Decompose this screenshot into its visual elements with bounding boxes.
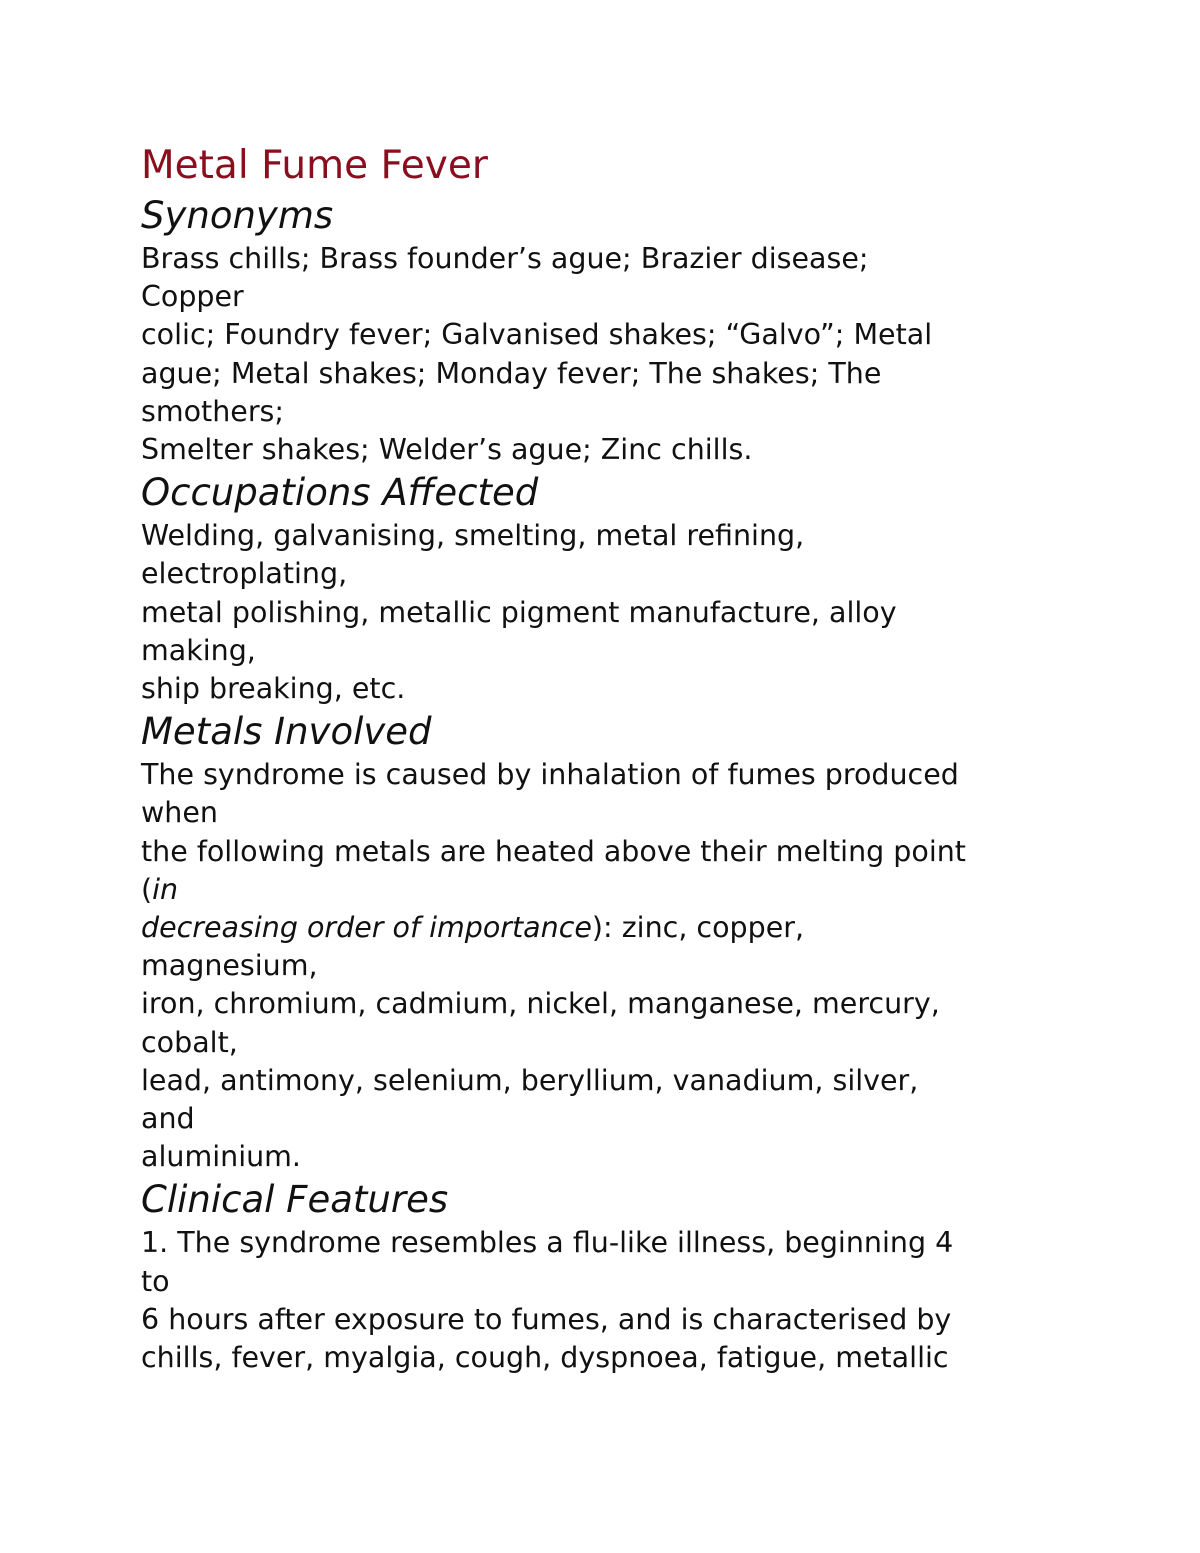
- text-line: ague; Metal shakes; Monday fever; The shakes; The: [141, 356, 882, 390]
- clinical-heading: Clinical Features: [141, 1178, 449, 1222]
- text-line: chills, fever, myalgia, cough, dyspnoea, fatigue, metallic: [141, 1341, 949, 1375]
- text-line: to: [141, 1264, 170, 1298]
- text-line: 1. The syndrome resembles a flu-like illness, beginning 4: [141, 1226, 954, 1260]
- clinical-text: [141, 1224, 1141, 1377]
- text-line: iron, chromium, cadmium, nickel, manganese, mercury,: [141, 987, 940, 1021]
- text-line: Brass chills; Brass founder’s ague; Brazier disease;: [141, 242, 869, 275]
- text-line: when: [141, 796, 218, 830]
- document-page: [141, 140, 1141, 1377]
- occupations-heading: Occupations Affected: [141, 471, 539, 515]
- text-line: ship breaking, etc.: [141, 672, 406, 706]
- text-line: magnesium,: [141, 949, 318, 983]
- text-line: metal polishing, metallic pigment manufacture, alloy: [141, 595, 897, 629]
- text-line: lead, antimony, selenium, beryllium, vanadium, silver,: [141, 1063, 919, 1097]
- metals-text: [141, 756, 1141, 1176]
- text-line: Smelter shakes; Welder’s ague; Zinc chills.: [141, 433, 753, 467]
- text-line: 6 hours after exposure to fumes, and is characterised by: [141, 1302, 952, 1336]
- text-line: and: [141, 1102, 195, 1136]
- document-title: Metal Fume Fever: [141, 143, 488, 188]
- text-line: making,: [141, 633, 256, 667]
- text-line: [141, 909, 1141, 947]
- text-line: smothers;: [141, 394, 284, 428]
- metals-heading: Metals Involved: [141, 710, 432, 754]
- text-fragment: (: [141, 872, 153, 906]
- synonyms-heading: Synonyms: [141, 194, 334, 237]
- text-fragment: ): zinc, copper,: [591, 911, 805, 945]
- text-line: [141, 871, 1141, 909]
- text-line: The syndrome is caused by inhalation of fumes produced: [141, 758, 959, 792]
- text-line: the following metals are heated above their melting point: [141, 834, 966, 868]
- text-line: aluminium.: [141, 1140, 301, 1174]
- synonyms-text: [141, 240, 1141, 469]
- italic-fragment: decreasing order of importance: [141, 911, 592, 945]
- text-line: Copper: [141, 280, 244, 314]
- text-line: cobalt,: [141, 1025, 238, 1059]
- text-line: electroplating,: [141, 557, 348, 591]
- italic-fragment: in: [152, 872, 179, 906]
- text-line: colic; Foundry fever; Galvanised shakes; “Galvo”; Metal: [141, 318, 933, 352]
- text-line: Welding, galvanising, smelting, metal refining,: [141, 519, 805, 553]
- occupations-text: [141, 517, 1141, 708]
